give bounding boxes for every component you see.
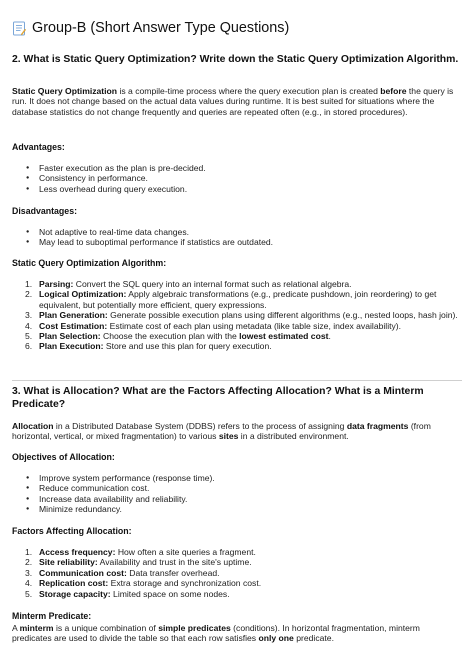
numbered-item xyxy=(12,321,460,331)
text-run: predicate. xyxy=(293,633,334,644)
minterm-label-text: Minterm Predicate: xyxy=(12,611,92,621)
bold-text: Plan Execution: xyxy=(39,341,104,352)
text-run: Choose the execution plan with the xyxy=(100,331,240,342)
bold-text: Site reliability: xyxy=(39,557,98,568)
list-item: ● Minimize redundancy. xyxy=(12,504,460,514)
bold-text: only one xyxy=(258,633,294,644)
numbered-item xyxy=(12,557,460,567)
bold-text: Plan Selection: xyxy=(39,331,101,342)
page-title xyxy=(12,20,289,37)
q2-intro xyxy=(12,86,460,117)
bold-text: minterm xyxy=(19,623,54,633)
bold-text: simple predicates xyxy=(158,623,231,633)
text-run: Availability and trust in the site's uptime. xyxy=(97,557,252,568)
objectives-list-wrap xyxy=(12,473,460,515)
list-item: ● Less overhead during query execution. xyxy=(12,184,460,194)
numbered-item xyxy=(12,568,460,578)
text-run: Limited space on some nodes. xyxy=(110,588,230,599)
text-run: in a Distributed Database System (DDBS) refers to the process of assigning xyxy=(53,421,347,431)
advantages-list xyxy=(12,163,460,194)
bold-text: Logical Optimization: xyxy=(39,289,127,300)
item-number: 5. xyxy=(25,588,33,599)
text-run: (conditions). In horizontal fragmentation, minterm predicates are used to divide the table so that each row satisfies xyxy=(12,623,420,644)
factors-label-text: Factors Affecting Allocation: xyxy=(12,526,132,536)
numbered-item xyxy=(12,289,460,310)
numbered-item xyxy=(12,279,460,289)
numbered-item xyxy=(12,589,460,599)
algorithm-list xyxy=(12,279,460,352)
bold-text: data fragments xyxy=(346,421,409,431)
text-run: A xyxy=(12,623,20,633)
bold-text: Cost Estimation: xyxy=(39,320,108,331)
text-run: Convert the SQL query into an internal format such as relational algebra. xyxy=(73,279,352,289)
item-number: 5. xyxy=(25,331,33,342)
disadvantages-label-text: Disadvantages: xyxy=(12,206,78,216)
item-number: 1. xyxy=(25,279,33,289)
advantages-label-text: Advantages: xyxy=(12,142,65,152)
minterm-text-wrap xyxy=(12,623,460,644)
memo-icon xyxy=(12,21,26,36)
q3-intro-text xyxy=(12,421,460,442)
numbered-item xyxy=(12,341,460,351)
bold-text: sites xyxy=(218,431,239,442)
text-run: (from horizontal, vertical, or mixed fragmentation) to various xyxy=(12,421,431,442)
objectives-list xyxy=(12,473,460,515)
factors-list-wrap xyxy=(12,547,460,599)
q3-heading xyxy=(12,386,460,412)
list-item: ● Faster execution as the plan is pre-decided. xyxy=(12,163,460,173)
bold-text: Allocation xyxy=(12,421,54,431)
item-number: 1. xyxy=(25,547,33,557)
advantages-label xyxy=(12,142,460,153)
bold-text: Parsing: xyxy=(39,279,74,289)
list-item: ● Improve system performance (response time). xyxy=(12,473,460,483)
list-item: ● Reduce communication cost. xyxy=(12,483,460,493)
objectives-label xyxy=(12,452,460,463)
bold-text: Access frequency: xyxy=(39,547,116,557)
text-run: Extra storage and synchronization cost. xyxy=(108,578,262,589)
bold-text: Replication cost: xyxy=(39,578,109,589)
page-title-text: Group-B (Short Answer Type Questions) xyxy=(32,20,290,36)
item-number: 4. xyxy=(25,320,33,331)
text-run: Generate possible execution plans using different algorithms (e.g., nested loops, hash join). xyxy=(107,310,458,321)
list-item: ● Increase data availability and reliability. xyxy=(12,494,460,504)
text-run: Store and use this plan for query execution. xyxy=(103,341,272,352)
text-run: the query is run. It does not change based on the actual data values during runtime. It is best suited for situations where the database statistics do not change frequently and queries are repeated often (e.g., in stored procedures). xyxy=(12,86,454,117)
numbered-item xyxy=(12,578,460,588)
bold-text: Storage capacity: xyxy=(39,588,111,599)
bold-text: lowest estimated cost xyxy=(239,331,329,342)
numbered-item xyxy=(12,331,460,341)
algorithm-label xyxy=(12,258,460,269)
minterm-label xyxy=(12,611,460,622)
item-number: 2. xyxy=(25,289,33,300)
algorithm-label-text: Static Query Optimization Algorithm: xyxy=(12,258,167,268)
list-item: ● Not adaptive to real-time data changes. xyxy=(12,227,460,237)
algorithm-list-wrap xyxy=(12,279,460,352)
numbered-item xyxy=(12,547,460,557)
text-run: How often a site queries a fragment. xyxy=(115,547,256,557)
advantages-list-wrap xyxy=(12,163,460,194)
item-number: 4. xyxy=(25,578,33,589)
factors-list xyxy=(12,547,460,599)
objectives-label-text: Objectives of Allocation: xyxy=(12,452,115,462)
disadvantages-label xyxy=(12,206,460,217)
text-run: . xyxy=(328,331,331,342)
bold-text: Static Query Optimization xyxy=(12,86,118,96)
bold-text: Plan Generation: xyxy=(39,310,108,321)
q2-heading xyxy=(12,54,460,67)
bold-text: before xyxy=(380,86,407,96)
q3-heading-text: 3. What is Allocation? What are the Factors Affecting Allocation? What is a Minterm Predicate? xyxy=(12,386,424,410)
q3-intro xyxy=(12,421,460,442)
text-run: is a compile-time process where the query execution plan is created xyxy=(117,86,381,96)
text-run: in a distributed environment. xyxy=(238,431,349,442)
section-divider xyxy=(12,380,462,381)
text-run: is a unique combination of xyxy=(53,623,159,633)
numbered-item xyxy=(12,310,460,320)
text-run: Estimate cost of each plan using metadata (like table size, index availability). xyxy=(107,320,402,331)
item-number: 6. xyxy=(25,341,33,352)
q2-intro-text xyxy=(12,86,460,117)
item-number: 3. xyxy=(25,310,33,321)
list-item: ● Consistency in performance. xyxy=(12,173,460,183)
disadvantages-list xyxy=(12,227,460,248)
q2-heading-text: 2. What is Static Query Optimization? Write down the Static Query Optimization Algorithm. xyxy=(12,54,459,65)
text-run: Data transfer overhead. xyxy=(126,567,220,578)
bold-text: Communication cost: xyxy=(39,567,127,578)
minterm-text xyxy=(12,623,460,644)
text-run: Apply algebraic transformations (e.g., predicate pushdown, join reordering) to get equivalent, but potentially more efficient, query expressions. xyxy=(39,289,437,310)
list-item: ● May lead to suboptimal performance if statistics are outdated. xyxy=(12,237,460,247)
disadvantages-list-wrap xyxy=(12,227,460,248)
factors-label xyxy=(12,526,460,537)
item-number: 2. xyxy=(25,557,33,568)
item-number: 3. xyxy=(25,567,33,578)
